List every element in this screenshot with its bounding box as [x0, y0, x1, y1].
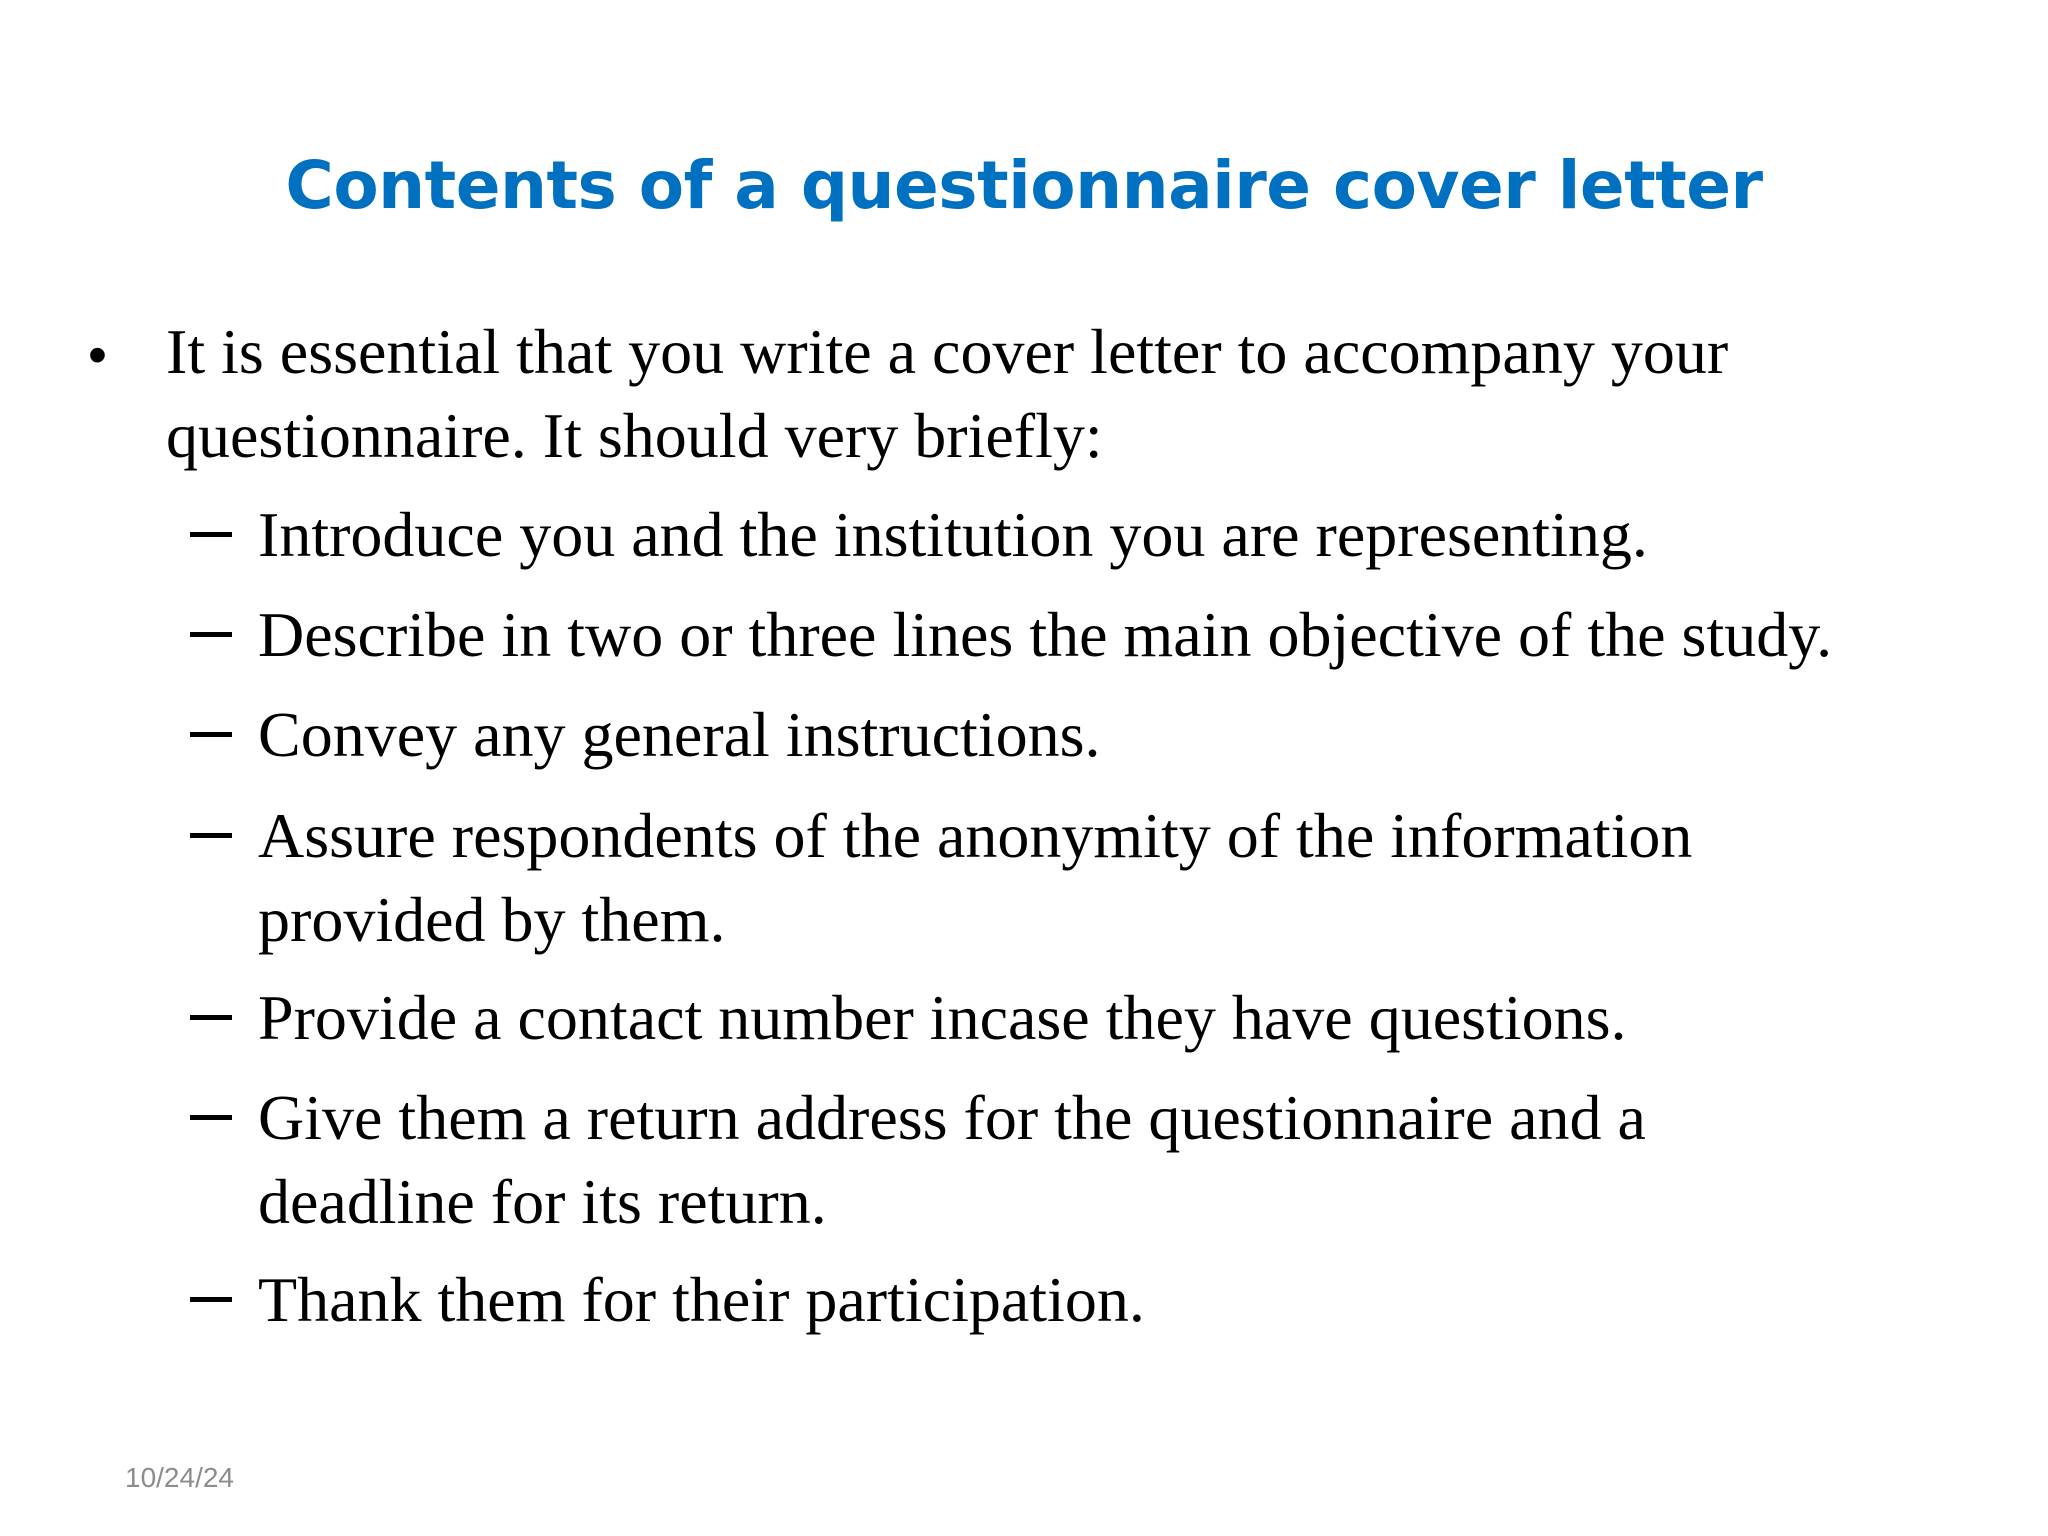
dash-icon [190, 732, 232, 737]
bullet-text-line-1: It is essential that you write a cover letter to accompany your [166, 316, 1729, 387]
subitem-convey: Convey any general instructions. [258, 699, 1101, 770]
dash-icon [190, 1297, 232, 1302]
subitem-describe: Describe in two or three lines the main objective of the study. [258, 599, 1833, 670]
bullet-dot-icon: • [88, 325, 107, 385]
subitem-provide: Provide a contact number incase they have questions. [258, 982, 1627, 1053]
dash-icon [190, 1015, 232, 1020]
dash-icon [190, 833, 232, 838]
bullet-text-line-2: questionnaire. It should very briefly: [166, 400, 1103, 471]
dash-icon [190, 1115, 232, 1120]
slide-title: Contents of a questionnaire cover letter [285, 147, 1763, 224]
subitem-thank: Thank them for their participation. [258, 1264, 1145, 1335]
dash-icon [190, 632, 232, 637]
subitem-introduce: Introduce you and the institution you are representing. [258, 499, 1648, 570]
subitem-give-line-1: Give them a return address for the questionnaire and a [258, 1082, 1646, 1153]
footer-date: 10/24/24 [125, 1462, 234, 1493]
subitem-give-line-2: deadline for its return. [258, 1166, 827, 1237]
subitem-assure-line-2: provided by them. [258, 884, 726, 955]
dash-icon [190, 532, 232, 537]
subitem-assure-line-1: Assure respondents of the anonymity of the information [258, 800, 1693, 871]
